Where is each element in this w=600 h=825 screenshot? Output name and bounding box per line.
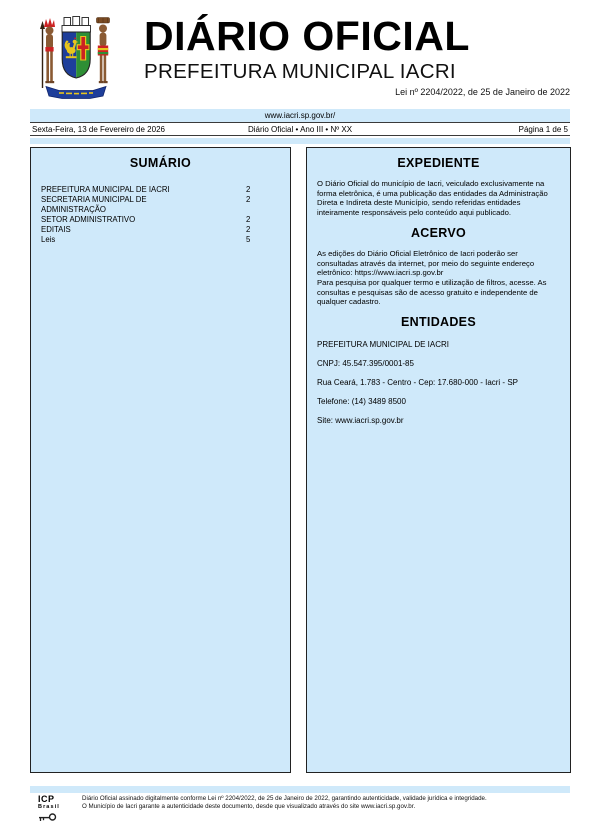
footer-divider-strip xyxy=(30,786,570,793)
acervo-text-2: Para pesquisa por qualquer termo e utilização de filtros, acesse. As consultas e pesquisas são de acesso gratuito e independente de qualquer cadastro. xyxy=(317,277,547,307)
key-icon xyxy=(38,813,57,822)
toc-page-number: 2 xyxy=(246,225,251,234)
entidades-title: ENTIDADES xyxy=(401,315,476,330)
toc-row xyxy=(31,185,290,195)
toc-page-number: 2 xyxy=(246,185,251,194)
toc-row xyxy=(31,195,290,215)
footer xyxy=(38,795,487,825)
expediente-box xyxy=(306,147,571,773)
gazette-title: DIÁRIO OFICIAL xyxy=(144,13,470,59)
edition-date: Sexta-Feira, 13 de Fevereiro de 2026 xyxy=(32,125,165,134)
toc-page-number: 5 xyxy=(246,235,251,244)
toc-label: PREFEITURA MUNICIPAL DE IACRI xyxy=(41,185,170,194)
expediente-text: O Diário Oficial do município de Iacri, veiculado exclusivamente na forma eletrônica, é uma publicação das entidades da Administração Direta e Indireta deste Município, sendo referidas entidades inteiramente responsáveis pelo conteúdo aqui publicado. xyxy=(317,179,548,218)
acervo-text-1: As edições do Diário Oficial Eletrônico de Iacri poderão ser consultadas através da internet, por meio do seguinte endereço eletrônico: https://www.iacri.sp.gov.br xyxy=(317,248,535,278)
summary-box xyxy=(30,147,291,773)
summary-title: SUMÁRIO xyxy=(129,156,192,170)
icp-text: ICP xyxy=(38,794,55,804)
entity-cnpj: CNPJ: 45.547.395/0001-85 xyxy=(317,359,414,369)
toc-page-number: 2 xyxy=(246,215,251,224)
entity-details xyxy=(307,340,570,426)
entity-site: Site: www.iacri.sp.gov.br xyxy=(317,415,404,425)
entity-address: Rua Ceará, 1.783 - Centro - Cep: 17.680-000 - Iacri - SP xyxy=(317,378,518,387)
toc-label: SECRETARIA MUNICIPAL DE ADMINISTRAÇÃO xyxy=(41,195,147,214)
website-url: www.iacri.sp.gov.br/ xyxy=(264,111,336,120)
edition-info-bar xyxy=(30,122,570,136)
municipal-coat-of-arms-icon xyxy=(35,9,117,110)
icp-brasil-seal-icon xyxy=(38,795,74,825)
masthead xyxy=(144,14,470,84)
table-of-contents xyxy=(31,185,290,245)
toc-page-number: 2 xyxy=(246,195,251,204)
acervo-title: ACERVO xyxy=(410,225,467,240)
icp-brasil-text: Brasil xyxy=(38,803,60,810)
signature-notice-line2: O Município de Iacri garante a autenticidade deste documento, desde que visualizado através do site www.iacri.sp.gov.br. xyxy=(82,802,416,810)
entity-name: PREFEITURA MUNICIPAL DE IACRI xyxy=(317,340,450,350)
toc-label: SETOR ADMINISTRATIVO xyxy=(41,215,136,224)
law-reference: Lei nº 2204/2022, de 25 de Janeiro de 2022 xyxy=(395,87,570,97)
divider-strip xyxy=(30,138,570,144)
expediente-title: EXPEDIENTE xyxy=(397,156,480,170)
toc-row xyxy=(31,225,290,235)
page-indicator: Página 1 de 5 xyxy=(518,125,568,134)
edition-number: Diário Oficial • Ano III • Nº XX xyxy=(247,125,353,134)
toc-row xyxy=(31,235,290,245)
signature-notice xyxy=(82,795,487,810)
website-bar xyxy=(30,109,570,122)
toc-label: Leis xyxy=(41,235,56,244)
entity-phone: Telefone: (14) 3489 8500 xyxy=(317,396,406,406)
gazette-subtitle: PREFEITURA MUNICIPAL IACRI xyxy=(144,60,456,83)
toc-label: EDITAIS xyxy=(41,225,71,234)
signature-notice-line1: Diário Oficial assinado digitalmente conforme Lei nº 2204/2022, de 25 de Janeiro de 2022, garantindo autenticidade, validade jurídica e integridade. xyxy=(82,795,487,802)
toc-row xyxy=(31,215,290,225)
